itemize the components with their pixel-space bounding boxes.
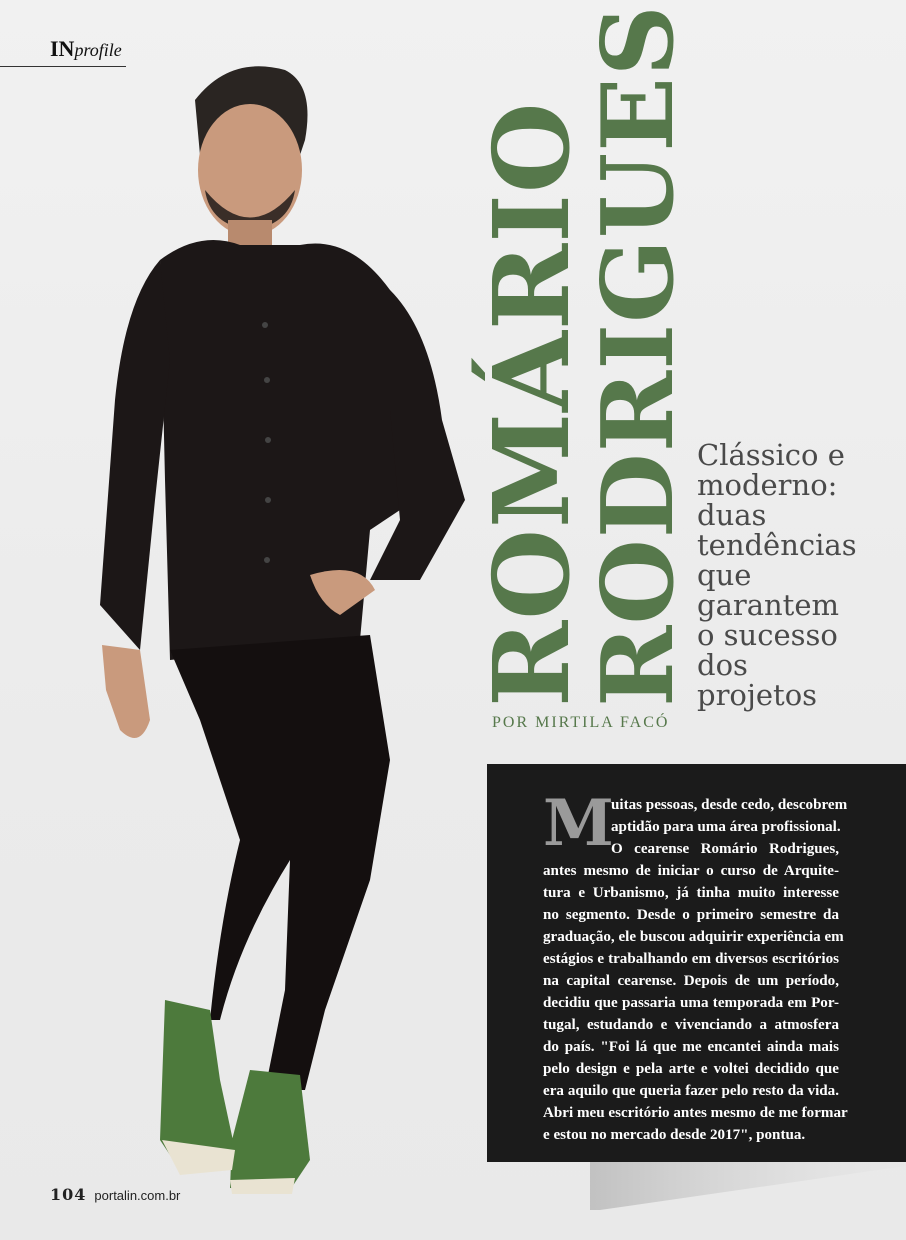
subtitle-line: que xyxy=(697,558,752,592)
subtitle-line: projetos xyxy=(697,678,818,712)
byline: POR MIRTILA FACÓ xyxy=(492,714,670,731)
article-line: graduação, ele buscou adquirir experiência em xyxy=(543,929,844,945)
article-body xyxy=(543,786,848,1146)
subtitle-line: moderno: xyxy=(697,468,838,502)
page-number: 104 xyxy=(50,1185,87,1204)
section-tag-in: IN xyxy=(50,36,75,61)
article-line: decidiu que passaria uma temporada em Por- xyxy=(543,995,839,1011)
subtitle-line: Clássico e xyxy=(697,438,845,472)
headline-first-name: ROMÁRIO xyxy=(470,101,593,707)
site-url: portalin.com.br xyxy=(94,1188,181,1203)
article-line: estágios e trabalhando em diversos escritórios xyxy=(543,951,839,967)
article-line: tugal, estudando e vivenciando a atmosfera xyxy=(543,1017,839,1033)
article-line: aptidão para uma área profissional. xyxy=(611,819,841,835)
section-tag-profile: profile xyxy=(74,40,122,60)
subtitle-line: dos xyxy=(697,648,748,682)
article-line: O cearense Romário Rodrigues, xyxy=(611,841,839,857)
portrait-photo xyxy=(70,60,490,1210)
subtitle-line: garantem xyxy=(697,588,839,622)
article-line: pelo design e pela arte e voltei decidido que xyxy=(543,1061,839,1077)
article-line: e estou no mercado desde 2017", pontua. xyxy=(543,1127,806,1143)
article-line: era aquilo que queria fazer pelo resto da vida. xyxy=(543,1083,839,1099)
subtitle-line: tendências xyxy=(697,528,857,562)
headline-last-name: RODRIGUES xyxy=(581,4,696,707)
article-dropcap: M xyxy=(543,786,614,861)
article-line: do país. "Foi lá que me encantei ainda mais xyxy=(543,1039,839,1055)
box-shadow xyxy=(590,1162,906,1210)
subtitle-line: o sucesso xyxy=(697,618,838,652)
article-line: na capital cearense. Depois de um período, xyxy=(543,973,839,989)
article-line: antes mesmo de iniciar o curso de Arquite- xyxy=(543,863,839,879)
article-line: tura e Urbanismo, já tinha muito interesse xyxy=(543,885,839,901)
article-line: no segmento. Desde o primeiro semestre da xyxy=(543,907,839,923)
page-footer xyxy=(50,1185,180,1205)
subtitle-line: duas xyxy=(697,498,767,532)
subtitle xyxy=(697,440,887,710)
article-line: uitas pessoas, desde cedo, descobrem xyxy=(611,797,848,813)
article-line: Abri meu escritório antes mesmo de me formar xyxy=(543,1105,848,1121)
section-tag xyxy=(50,36,122,62)
